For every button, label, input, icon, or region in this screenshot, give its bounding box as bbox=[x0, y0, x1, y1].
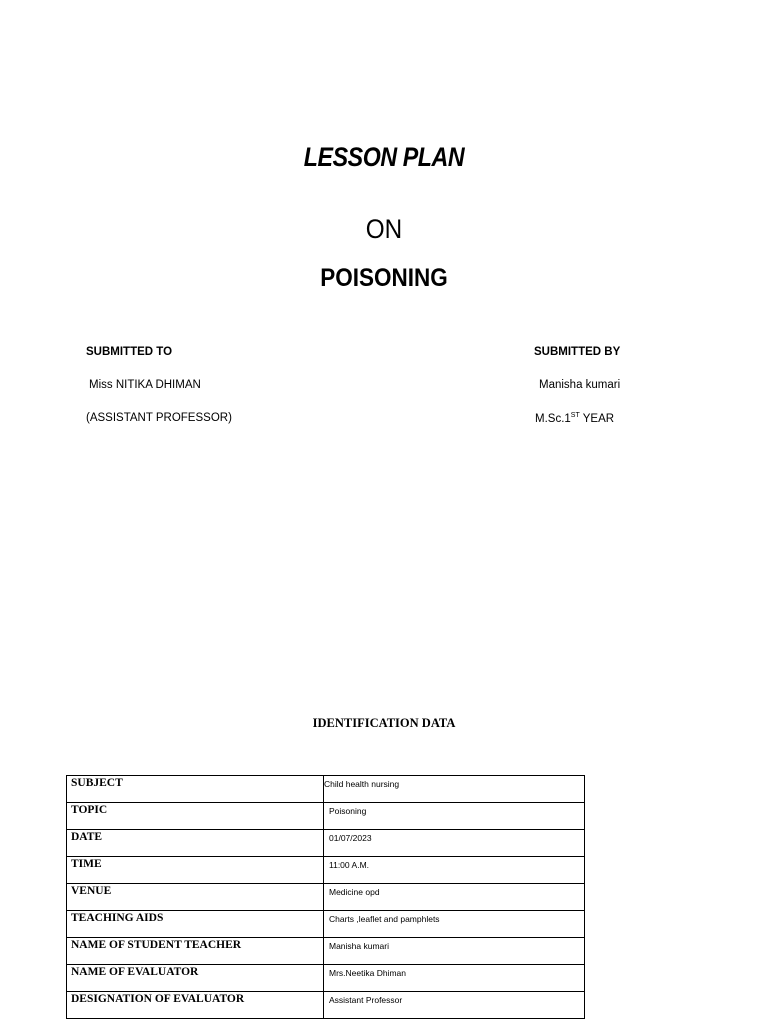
table-row bbox=[67, 938, 585, 965]
row-value: Child health nursing bbox=[324, 776, 585, 803]
document-title: LESSON PLAN bbox=[303, 142, 465, 172]
document-on-text: ON bbox=[365, 214, 403, 244]
document-topic: POISONING bbox=[320, 264, 448, 292]
row-value: Assistant Professor bbox=[324, 992, 585, 1019]
identification-table bbox=[66, 775, 585, 1019]
row-label: NAME OF STUDENT TEACHER bbox=[67, 938, 324, 965]
row-label: TOPIC bbox=[67, 803, 324, 830]
submitted-to-label: SUBMITTED TO bbox=[86, 346, 173, 358]
submitted-by-name: Manisha kumari bbox=[539, 379, 621, 391]
submitted-to-designation: (ASSISTANT PROFESSOR) bbox=[86, 412, 232, 424]
table-row bbox=[67, 857, 585, 884]
table-row bbox=[67, 992, 585, 1019]
course-suffix: YEAR bbox=[579, 412, 615, 425]
row-label: DATE bbox=[67, 830, 324, 857]
table-row bbox=[67, 884, 585, 911]
course-prefix: M.Sc.1 bbox=[535, 412, 571, 425]
table-row bbox=[67, 965, 585, 992]
row-value: Manisha kumari bbox=[324, 938, 585, 965]
course-superscript: ST bbox=[570, 412, 580, 419]
row-label: TIME bbox=[67, 857, 324, 884]
row-value: 11:00 A.M. bbox=[324, 857, 585, 884]
row-value: 01/07/2023 bbox=[324, 830, 585, 857]
row-value: Charts ,leaflet and pamphlets bbox=[324, 911, 585, 938]
row-label: DESIGNATION OF EVALUATOR bbox=[67, 992, 324, 1019]
table-row bbox=[67, 830, 585, 857]
row-value: Poisoning bbox=[324, 803, 585, 830]
row-label: TEACHING AIDS bbox=[67, 911, 324, 938]
table-row bbox=[67, 911, 585, 938]
submitted-by-course bbox=[535, 412, 614, 425]
row-label: VENUE bbox=[67, 884, 324, 911]
row-label: NAME OF EVALUATOR bbox=[67, 965, 324, 992]
table-row bbox=[67, 803, 585, 830]
row-value: Mrs.Neetika Dhiman bbox=[324, 965, 585, 992]
identification-heading: IDENTIFICATION DATA bbox=[312, 716, 456, 730]
submitted-to-name: Miss NITIKA DHIMAN bbox=[89, 379, 201, 391]
row-value: Medicine opd bbox=[324, 884, 585, 911]
row-label: SUBJECT bbox=[67, 776, 324, 803]
submitted-by-label: SUBMITTED BY bbox=[534, 346, 621, 358]
table-row bbox=[67, 776, 585, 803]
